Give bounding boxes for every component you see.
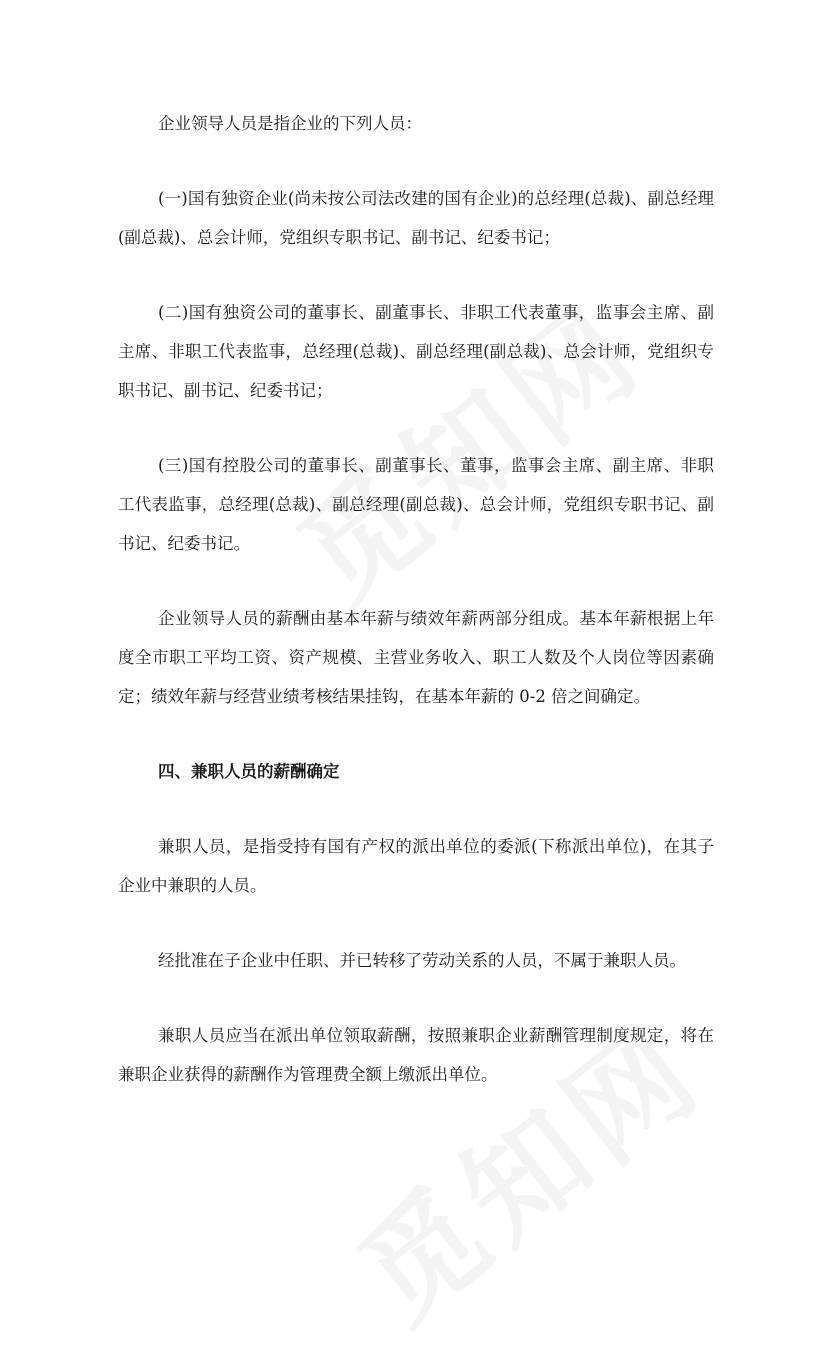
paragraph-item-3: (三)国有控股公司的董事长、副董事长、董事，监事会主席、副主席、非职工代表监事，总经理(总裁)、副总经理(副总裁)、总会计师，党组织专职书记、副书记、纪委书记。 xyxy=(118,456,714,553)
paragraph-salary-composition: 企业领导人员的薪酬由基本年薪与绩效年薪两部分组成。基本年薪根据上年度全市职工平均工资、资产规模、主营业务收入、职工人数及个人岗位等因素确定；绩效年薪与经营业绩考核结果挂钩，在基本年薪的 0-2 倍之间确定。 xyxy=(118,609,714,706)
document-body xyxy=(118,104,714,1130)
paragraph-parttime-exclusion: 经批准在子企业中任职、并已转移了劳动关系的人员，不属于兼职人员。 xyxy=(158,951,686,970)
paragraph-parttime-definition: 兼职人员，是指受持有国有产权的派出单位的委派(下称派出单位)，在其子企业中兼职的人员。 xyxy=(118,837,714,895)
paragraph-leaders-intro: 企业领导人员是指企业的下列人员： xyxy=(158,114,422,133)
section-heading: 四、兼职人员的薪酬确定 xyxy=(158,762,340,781)
paragraph-parttime-salary: 兼职人员应当在派出单位领取薪酬，按照兼职企业薪酬管理制度规定，将在兼职企业获得的薪酬作为管理费全额上缴派出单位。 xyxy=(118,1026,714,1084)
paragraph-item-2: (二)国有独资公司的董事长、副董事长、非职工代表董事，监事会主席、副主席、非职工代表监事，总经理(总裁)、副总经理(副总裁)、总会计师，党组织专职书记、副书记、纪委书记； xyxy=(118,303,714,400)
paragraph-item-1: (一)国有独资企业(尚未按公司法改建的国有企业)的总经理(总裁)、副总经理(副总裁)、总会计师，党组织专职书记、副书记、纪委书记； xyxy=(118,189,714,247)
